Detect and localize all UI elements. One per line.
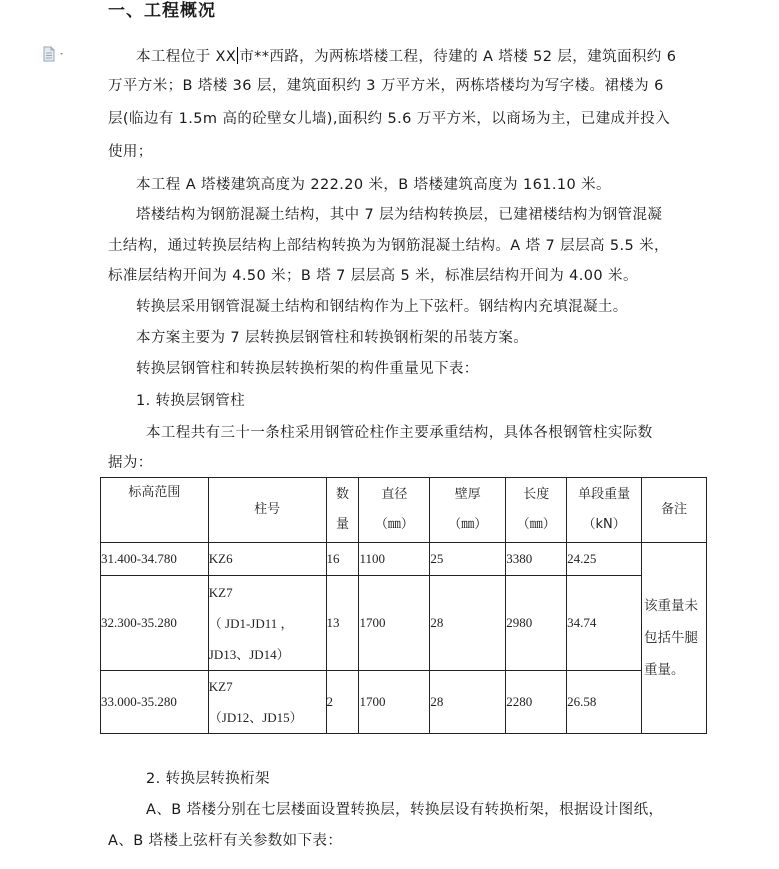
table-row: [101, 671, 707, 734]
paragraph-line: 本方案主要为 7 层转换层钢管柱和转换钢桁架的吊装方案。: [136, 330, 529, 346]
cell-remark: 该重量未包括牛腿重量。: [642, 543, 707, 734]
header-remark: 备注: [642, 478, 707, 543]
header-column-id: 柱号: [208, 478, 326, 543]
cell-diameter: 1100: [359, 543, 430, 576]
table-header-row: [101, 478, 707, 543]
header-quantity: 数 量: [326, 478, 359, 543]
header-length: 长度 （㎜）: [506, 478, 567, 543]
cell-column-id: KZ6: [208, 543, 326, 576]
steel-column-table: [100, 477, 707, 734]
paragraph-line: 本工程共有三十一条柱采用钢管砼柱作主要承重结构，具体各根钢管柱实际数: [146, 425, 653, 441]
paragraph-line: 土结构，通过转换层结构上部结构转换为为钢筋混凝土结构。A 塔 7 层层高 5.5 米，: [108, 238, 669, 254]
header-diameter: 直径 （㎜）: [359, 478, 430, 543]
paragraph-line: 本工程位于 XX 市**西路，为两栋塔楼工程，待建的 A 塔楼 52 层，建筑面积约 6: [136, 49, 677, 65]
cell-quantity: 13: [326, 576, 359, 671]
document-icon[interactable]: [42, 46, 68, 62]
paragraph-line: 据为：: [108, 455, 153, 471]
cell-elevation: 32.300-35.280: [101, 576, 209, 671]
cell-segment-weight: 34.74: [567, 576, 642, 671]
paragraph-line: A、B 塔楼上弦杆有关参数如下表：: [108, 833, 343, 849]
cell-elevation: 33.000-35.280: [101, 671, 209, 734]
cell-quantity: 2: [326, 671, 359, 734]
paragraph-line: 转换层采用钢管混凝土结构和钢结构作为上下弦杆。钢结构内充填混凝土。: [136, 299, 628, 315]
paragraph-line: 转换层钢管柱和转换层转换桁架的构件重量见下表：: [136, 361, 479, 377]
paragraph-line: A、B 塔楼分别在七层楼面设置转换层，转换层设有转换桁架，根据设计图纸，: [146, 802, 664, 818]
cell-column-id: KZ7 （ JD1-JD11 ， JD13、JD14）: [208, 576, 326, 671]
cell-segment-weight: 26.58: [567, 671, 642, 734]
cell-length: 2280: [506, 671, 567, 734]
header-wall-thickness: 壁厚 （㎜）: [430, 478, 506, 543]
cell-length: 2980: [506, 576, 567, 671]
cell-column-id: KZ7 （JD12、JD15）: [208, 671, 326, 734]
paragraph-line: 层(临边有 1.5m 高的砼壁女儿墙),面积约 5.6 万平方米，以商场为主，已建成并投入: [108, 111, 671, 127]
paragraph-line: 本工程 A 塔楼建筑高度为 222.20 米，B 塔楼建筑高度为 161.10 米。: [136, 177, 611, 193]
cell-diameter: 1700: [359, 671, 430, 734]
paragraph-line: 塔楼结构为钢筋混凝土结构，其中 7 层为结构转换层，已建裙楼结构为钢管混凝: [136, 207, 663, 223]
cell-elevation: 31.400-34.780: [101, 543, 209, 576]
cell-length: 3380: [506, 543, 567, 576]
subsection-heading: 2. 转换层转换桁架: [146, 771, 270, 787]
table-row: [101, 543, 707, 576]
header-elevation: 标高范围: [101, 478, 209, 543]
cell-wall-thickness: 25: [430, 543, 506, 576]
cell-wall-thickness: 28: [430, 576, 506, 671]
paragraph-line: 使用；: [108, 144, 153, 160]
cell-diameter: 1700: [359, 576, 430, 671]
cell-quantity: 16: [326, 543, 359, 576]
cell-segment-weight: 24.25: [567, 543, 642, 576]
section-heading: 一、工程概况: [108, 1, 216, 21]
table-row: [101, 576, 707, 671]
subsection-heading: 1. 转换层钢管柱: [136, 393, 246, 409]
cell-wall-thickness: 28: [430, 671, 506, 734]
header-segment-weight: 单段重量 （kN）: [567, 478, 642, 543]
paragraph-line: 标准层结构开间为 4.50 米；B 塔 7 层层高 5 米，标准层结构开间为 4.00 米。: [108, 268, 638, 284]
paragraph-line: 万平方米；B 塔楼 36 层，建筑面积约 3 万平方米，两栋塔楼均为写字楼。裙楼为 6: [108, 78, 664, 94]
